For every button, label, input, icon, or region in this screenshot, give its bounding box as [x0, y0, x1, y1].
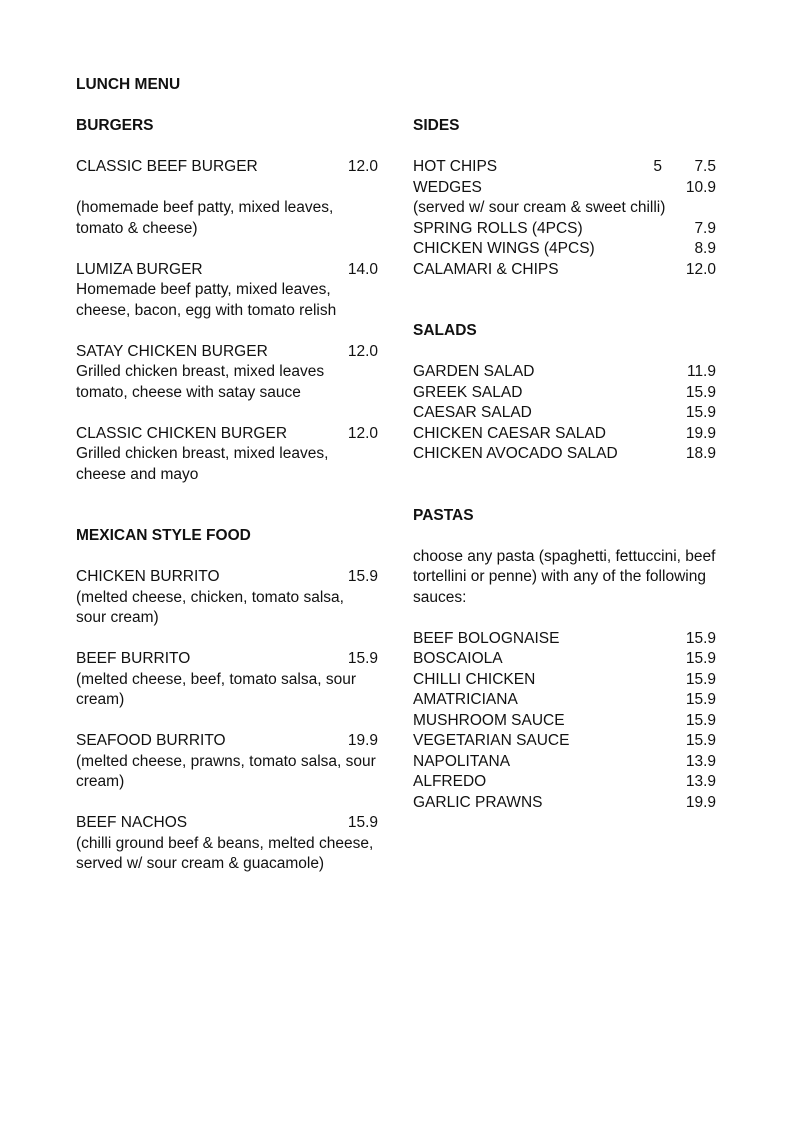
item-price: 8.9 — [694, 240, 716, 257]
item-description: (melted cheese, prawns, tomato salsa, sour cream) — [76, 752, 376, 790]
item-name: CHICKEN AVOCADO SALAD — [413, 445, 618, 462]
menu-item-napolitana — [413, 752, 716, 773]
menu-item-garlic-prawns — [413, 793, 716, 814]
item-name: CALAMARI & CHIPS — [413, 260, 559, 278]
menu-item-hot-chips — [413, 157, 716, 178]
item-price: 19.9 — [347, 732, 378, 749]
item-note: (served w/ sour cream & sweet chilli) — [413, 199, 666, 216]
section-title-mexican: MEXICAN STYLE FOOD — [76, 527, 251, 544]
item-price: 15.9 — [347, 650, 378, 667]
item-small-price: 5 — [653, 158, 662, 175]
menu-item-amatriciana — [413, 690, 716, 711]
item-name: HOT CHIPS — [413, 158, 498, 175]
right-column — [413, 116, 716, 813]
menu-item-beef-burrito — [76, 649, 378, 711]
item-name: BEEF BOLOGNAISE — [413, 629, 560, 647]
item-price: 15.9 — [685, 650, 716, 667]
item-name: SEAFOOD BURRITO — [76, 732, 226, 749]
item-price: 13.9 — [685, 752, 716, 770]
menu-item-beef-nachos — [76, 813, 378, 875]
item-name: CHICKEN BURRITO — [76, 568, 220, 585]
menu-item-satay-chicken-burger — [76, 342, 378, 404]
item-price: 15.9 — [347, 568, 378, 585]
item-name: VEGETARIAN SAUCE — [413, 732, 570, 749]
menu-item-seafood-burrito — [76, 731, 378, 793]
menu-item-spring-rolls — [413, 219, 716, 240]
item-price: 15.9 — [347, 814, 378, 831]
menu-item-vegetarian-sauce — [413, 731, 716, 752]
item-price: 15.9 — [685, 670, 716, 688]
menu-item-chicken-caesar-salad — [413, 424, 716, 445]
item-description: (chilli ground beef & beans, melted cheese, served w/ sour cream & guacamole) — [76, 834, 374, 872]
menu-item-classic-beef-burger — [76, 157, 378, 239]
menu-item-classic-chicken-burger — [76, 424, 378, 486]
menu-item-beef-bolognaise — [413, 629, 716, 650]
item-price: 15.9 — [685, 383, 716, 401]
item-price: 15.9 — [685, 732, 716, 749]
section-title-salads: SALADS — [413, 322, 477, 339]
item-price: 15.9 — [685, 691, 716, 708]
left-column — [76, 116, 378, 875]
item-price: 12.0 — [347, 424, 378, 442]
item-price: 19.9 — [685, 424, 716, 442]
menu-item-garden-salad — [413, 362, 716, 383]
item-price: 11.9 — [686, 363, 716, 380]
pasta-intro: choose any pasta (spaghetti, fettuccini, beef tortellini or penne) with any of the following sauces: — [413, 547, 716, 606]
item-description: (homemade beef patty, mixed leaves, tomato & cheese) — [76, 199, 334, 237]
item-name: GARLIC PRAWNS — [413, 793, 543, 811]
item-name: SPRING ROLLS (4PCS) — [413, 219, 583, 237]
item-description: (melted cheese, chicken, tomato salsa, sour cream) — [76, 588, 344, 626]
menu-item-greek-salad — [413, 383, 716, 404]
section-title-sides: SIDES — [413, 117, 460, 134]
item-name: ALFREDO — [413, 773, 487, 790]
item-price: 13.9 — [685, 773, 716, 790]
item-description: (melted cheese, beef, tomato salsa, sour cream) — [76, 670, 357, 708]
item-name: BOSCAIOLA — [413, 650, 503, 667]
item-name: SATAY CHICKEN BURGER — [76, 342, 268, 360]
menu-item-chilli-chicken — [413, 670, 716, 691]
item-price: 15.9 — [685, 629, 716, 647]
item-description: Grilled chicken breast, mixed leaves tomato, cheese with satay sauce — [76, 363, 325, 401]
item-price: 7.9 — [694, 219, 716, 237]
page-title: LUNCH MENU — [76, 76, 181, 93]
item-name: CHICKEN WINGS (4PCS) — [413, 240, 595, 257]
item-price: 14.0 — [347, 260, 378, 278]
item-name: BEEF BURRITO — [76, 650, 191, 667]
menu-item-mushroom-sauce — [413, 711, 716, 732]
item-price: 19.9 — [685, 793, 716, 811]
menu-item-boscaiola — [413, 649, 716, 670]
item-name: CLASSIC BEEF BURGER — [76, 158, 258, 175]
item-name: CAESAR SALAD — [413, 404, 532, 421]
item-price: 7.5 — [694, 158, 716, 175]
item-price: 15.9 — [685, 711, 716, 729]
item-description: Grilled chicken breast, mixed leaves, cheese and mayo — [76, 445, 329, 483]
item-name: GARDEN SALAD — [413, 363, 535, 380]
item-description: Homemade beef patty, mixed leaves, cheese, bacon, egg with tomato relish — [76, 281, 337, 319]
menu-item-chicken-burrito — [76, 567, 378, 629]
menu-item-lumiza-burger — [76, 260, 378, 322]
item-name: NAPOLITANA — [413, 752, 511, 770]
menu-item-wedges — [413, 178, 716, 199]
item-price: 10.9 — [685, 178, 716, 196]
item-price: 12.0 — [347, 158, 378, 175]
item-name: CHICKEN CAESAR SALAD — [413, 424, 606, 442]
item-price: 18.9 — [685, 445, 716, 462]
item-name: CHILLI CHICKEN — [413, 670, 536, 688]
section-title-burgers: BURGERS — [76, 117, 154, 134]
item-price: 15.9 — [685, 404, 716, 421]
item-price: 12.0 — [347, 342, 378, 360]
menu-item-calamari-chips — [413, 260, 716, 281]
menu-item-alfredo — [413, 772, 716, 793]
item-name: BEEF NACHOS — [76, 814, 188, 831]
item-name: MUSHROOM SAUCE — [413, 711, 565, 729]
menu-item-caesar-salad — [413, 403, 716, 424]
section-title-pastas: PASTAS — [413, 506, 474, 524]
item-name: AMATRICIANA — [413, 691, 518, 708]
item-name: CLASSIC CHICKEN BURGER — [76, 424, 288, 442]
menu-item-chicken-avocado-salad — [413, 444, 716, 465]
item-name: GREEK SALAD — [413, 383, 523, 401]
menu-item-chicken-wings — [413, 239, 716, 260]
item-name: LUMIZA BURGER — [76, 260, 203, 278]
item-price: 12.0 — [685, 260, 716, 278]
item-name: WEDGES — [413, 178, 482, 196]
